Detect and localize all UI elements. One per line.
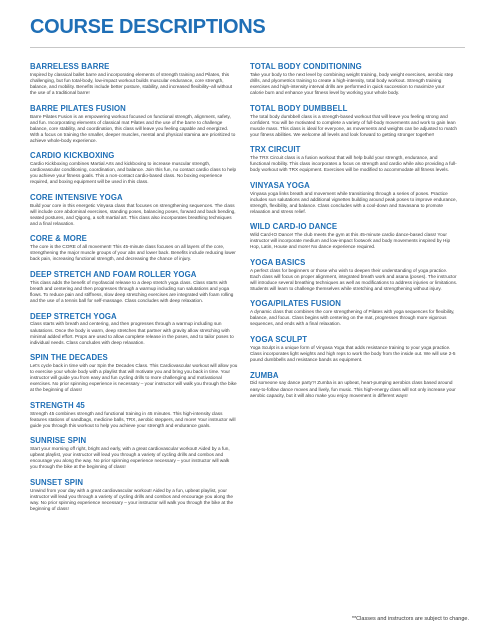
- course-title: TOTAL BODY DUMBBELL: [250, 103, 348, 113]
- course-total-body-dumbbell: [250, 104, 458, 138]
- course-title: YOGA BASICS: [250, 257, 306, 267]
- left-column: [30, 62, 238, 520]
- course-sunset-spin: [30, 478, 238, 512]
- course-description: The core is the CORE of all movement! This 45-minute class focuses on all layers of the core, strengthening the major muscle groups of your abs and lower back. Benefits include reducing lower back pain, increasing functional strength, and decreasing the chance of injury.: [30, 244, 236, 262]
- right-column: [250, 62, 458, 406]
- course-title: STRENGTH 45: [30, 400, 85, 410]
- course-total-body-conditioning: [250, 62, 458, 96]
- course-yoga-pilates-fusion: [250, 299, 458, 327]
- course-description: Take your body to the next level by combining weight training, body weight exercises, aerobic step drills, and plyometrics training to create a high-intensity, total body workout. Strength training exercises and high-intensity interval drills are performed in quick succession to maximize your calorie burn and enhance your fitness level by working your whole body.: [250, 71, 454, 96]
- course-description: Wild Card-IO Dance! The club meets the gym at this 45-minute cardio dance-based class! Your instructor will incorporate medium and low-impact footwork and body movements inspired by Hip Hop, Latin, House and more! No dance experience required.: [250, 232, 451, 250]
- disclaimer-footnote: **Classes and instructors are subject to change.: [351, 616, 469, 622]
- course-title: TRX CIRCUIT: [250, 145, 301, 155]
- course-title: BARRE PILATES FUSION: [30, 103, 126, 113]
- course-title: ZUMBA: [250, 370, 279, 380]
- page-title: COURSE DESCRIPTIONS: [30, 16, 266, 38]
- course-title: YOGA/PILATES FUSION: [250, 299, 341, 309]
- course-description: Let's cycle back in time with our Spin the Decades Class. This Cardiovascular workout will allow you to exercise your whole body with a playlist that will motivate you and bring you back in time. Your instructor will guide you from easy and fun cycling drills to more challenging and motivational exercises. No prior spinning experience is necessary – your instructor will walk you through the bike at the beginning of class!: [30, 363, 238, 393]
- course-description: Did someone say dance party?! Zumba is an upbeat, heart-pumping aerobics class based around easy-to-follow dance moves and lively, fun music. This high-energy class will not only increase your aerobic capacity, but it will also make you enjoy movement in different ways!: [250, 380, 456, 398]
- course-description: Class starts with breath and centering, and then progresses through a warmup including sun salutations. Once the body is warm, deep stretches that partner with gravity allow stretching with minimal added effort. Props are used to allow complete release in the poses, and to tailor poses to individual needs. Class concludes with deep relaxation.: [30, 321, 234, 345]
- course-trx-circuit: [250, 145, 458, 173]
- course-wild-card-io-dance: [250, 222, 458, 250]
- course-description: This class adds the benefit of myofascial release to a deep stretch yoga class. Class starts with breath and centering and then progresses through a warmup including sun salutations and yoga flows. To reduce pain and stiffness, slow deep stretching exercises are integrated with foam rolling and the use of a tennis ball for self-massage. Class concludes with deep relaxation.: [30, 279, 234, 304]
- course-title: TOTAL BODY CONDITIONING: [250, 62, 362, 71]
- course-description: Build your core in this energetic Vinyasa class that focuses on strengthening sequences. The class will include core abdominal exercises, standing poses, balancing poses, forward and back bending, seated postures, and Qigong, a soft martial art. This class also incorporates breathing techniques and a final relaxation.: [30, 202, 236, 226]
- course-description: Inspired by classical ballet barre and incorporating elements of strength training and Pilates, this challenging, but fun total-body, low-impact workout builds muscular endurance, core strength, balance, and mobility. Benefits include better posture, stability, and increased flexibility–all without the use of a traditional barre!: [30, 71, 233, 96]
- course-description: Unwind from your day with a great cardiovascular workout! Aided by a fun, upbeat playlist, your instructor will lead you through a variety of cycling drills and combos and encourage you along the way. No prior spinning experience necessary – your instructor will walk you through the bike at the beginning of class!: [30, 487, 234, 511]
- course-title: CARDIO KICKBOXING: [30, 151, 115, 161]
- course-description: Barre Pilates Fusion is an empowering workout focused on functional strength, alignment, safety, and fun. Incorporating elements of classical mat Pilates and the use of the barre to challenge balance, core stability, and coordination, this class will leave you feeling capable and energized. With a focus on training the smaller, deeper muscles, mental and physical stamina are prioritized to achieve whole-body experience.: [30, 113, 236, 143]
- course-yoga-basics: [250, 258, 458, 292]
- course-title: SUNRISE SPIN: [30, 436, 87, 446]
- course-sunrise-spin: [30, 436, 238, 470]
- course-core-intensive-yoga: [30, 193, 238, 227]
- course-description: A dynamic class that combines the core strengthening of Pilates with yoga sequences for flexibility, balance, and focus. Class begins with centering on the mat, progresses through more vigorous sequences, and ends with a final relaxation.: [250, 309, 455, 327]
- course-title: SPIN THE DECADES: [30, 353, 108, 363]
- course-description: Cardio Kickboxing combines Martial Arts and kickboxing to increase muscular strength, cardiovascular conditioning, coordination, and balance. Join this fun, no contact cardio class to help you achieve your fitness goals. This a non-contact cardio-based class. No boxing experience required, and boxing equipment will be used in this class.: [30, 161, 237, 185]
- course-spin-the-decades: [30, 353, 238, 393]
- course-title: DEEP STRETCH YOGA: [30, 311, 117, 321]
- course-title: YOGA SCULPT: [250, 335, 308, 345]
- course-barre-pilates-fusion: [30, 104, 238, 144]
- course-title: BARRELESS BARRE: [30, 62, 110, 71]
- course-deep-stretch-yoga: [30, 312, 238, 346]
- course-barreless-barre: [30, 62, 238, 96]
- course-title: CORE INTENSIVE YOGA: [30, 192, 123, 202]
- course-strength-45: [30, 401, 238, 429]
- title-divider: [30, 47, 465, 48]
- course-zumba: [250, 371, 458, 399]
- course-description: A perfect class for beginners or those who wish to deepen their understanding of yoga practice. Each class will focus on proper alignment, integrated breath work and asana (poses). The instructor will introduce several breathing techniques as well as modifications to address injuries or limitations. Students will learn to challenge themselves while stretching and strengthening without injury.: [250, 267, 458, 291]
- course-description: The total body dumbbell class is a strength-based workout that will leave you feeling strong and confident. You will be motivated to complete a variety of full-body movements and work to gain lean muscle mass. This class is ideal for everyone, as movements and weights can be adjusted to match your fitness abilities. We welcome all levels and look forward to getting stronger together!: [250, 113, 458, 137]
- course-core-and-more: [30, 234, 238, 262]
- course-yoga-sculpt: [250, 335, 458, 363]
- course-description: The TRX Circuit class is a fusion workout that will help build your strength, endurance, and functional mobility. This class incorporates a focus on strength and cardio while also providing a full-body workout with TRX equipment. Exercises will be modified to accommodate all fitness levels.: [250, 155, 457, 173]
- course-title: VINYASA YOGA: [250, 180, 310, 190]
- course-description: Vinyasa yoga links breath and movement while transitioning through a series of poses. Practice includes sun salutations and additional vignettes building around peak poses to improve endurance, strength, flexibility, and balance. Class concludes with a cool-down and Savasana to promote relaxation and stress relief.: [250, 190, 457, 214]
- course-cardio-kickboxing: [30, 151, 238, 185]
- course-description: Yoga Sculpt is a unique form of Vinyasa Yoga that adds resistance training to your yoga practice. Class incorporates light weights and high reps to work the body from the inside out. We will use 2-5 pound dumbbells and resistance bands as equipment.: [250, 344, 456, 363]
- course-title: SUNSET SPIN: [30, 477, 84, 487]
- course-title: WILD CARD-IO DANCE: [250, 222, 338, 232]
- course-title: CORE & MORE: [30, 234, 87, 244]
- course-deep-stretch-foam-roller-yoga: [30, 270, 238, 304]
- course-vinyasa-yoga: [250, 181, 458, 215]
- course-title: DEEP STRETCH AND FOAM ROLLER YOGA: [30, 269, 197, 279]
- course-description: Start your morning off right, bright and early, with a great cardiovascular workout! Aided by a fun, upbeat playlist, your instructor will lead you through a variety of cycling drills and combos and encourage you along the way. No prior spinning experience necessary – your instructor will walk you through the bike at the beginning of class!: [30, 446, 230, 470]
- course-description: Strength 45 combines strength and functional training in 45 minutes. This high-intensity class features stations of sandbags, medicine balls, TRX, aerobic steppers, and more! Your instructor will guide you through this workout to help you achieve your strength and endurance goals.: [30, 410, 236, 428]
